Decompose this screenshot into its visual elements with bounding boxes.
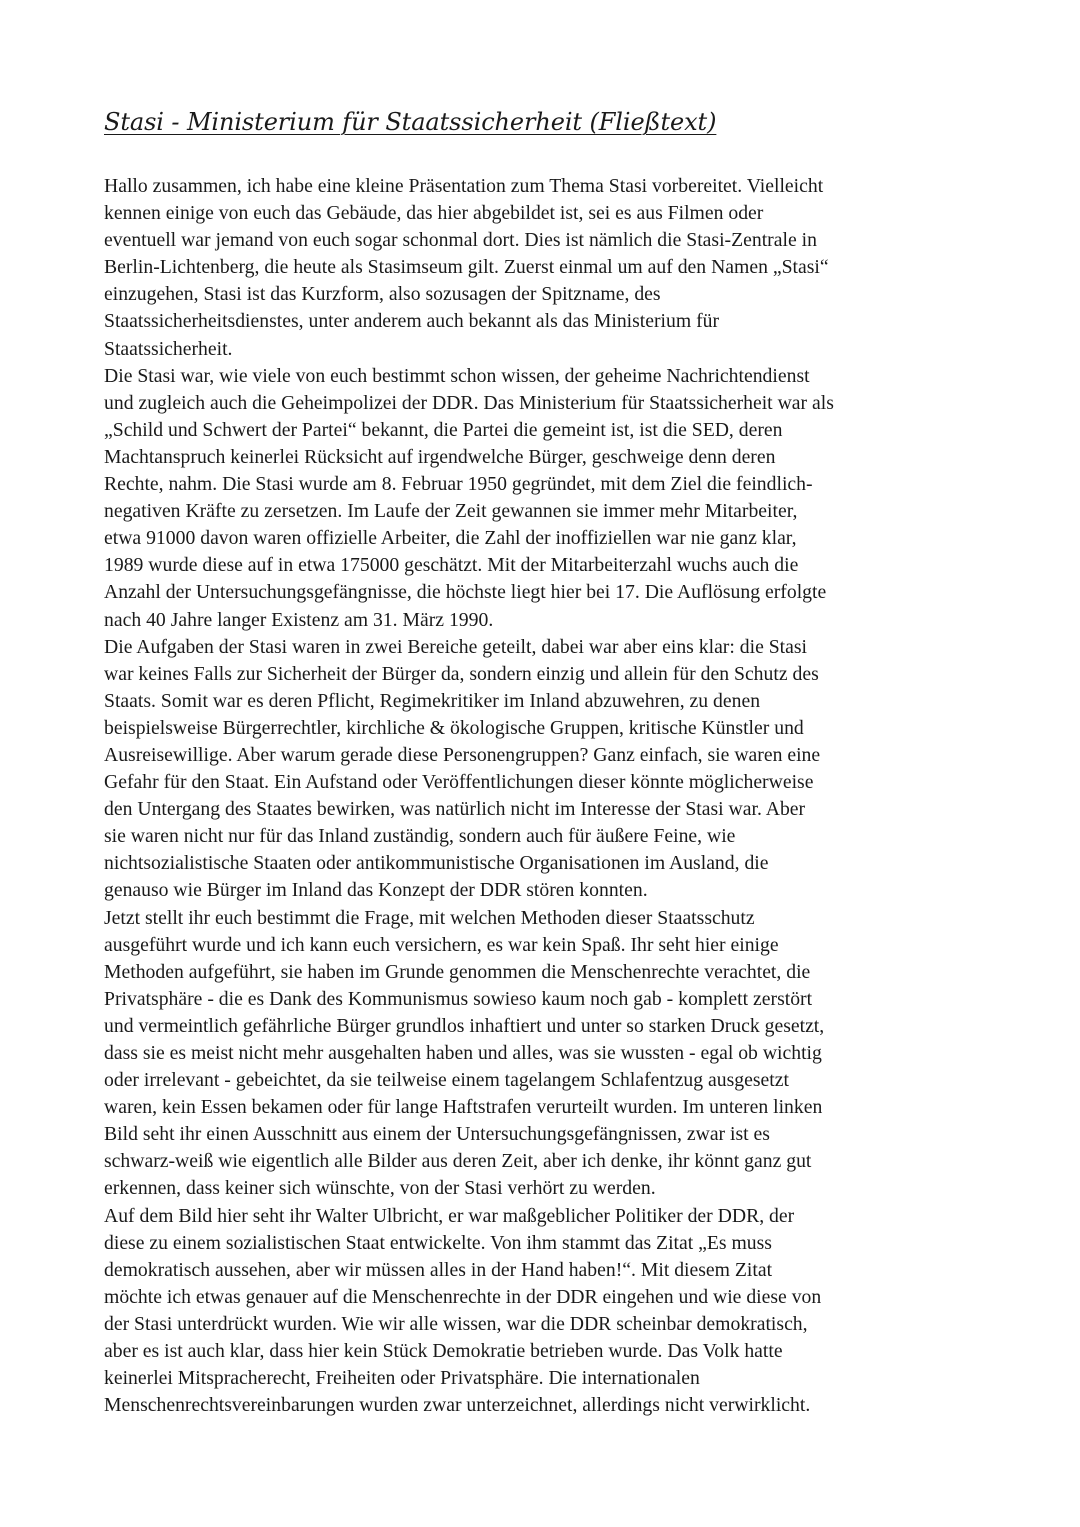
text-line: Die Stasi war, wie viele von euch bestimmt schon wissen, der geheime Nachrichtendienst xyxy=(104,364,810,387)
text-line: Staatssicherheitsdienstes, unter anderem auch bekannt als das Ministerium für xyxy=(104,310,720,333)
text-line: Hallo zusammen, ich habe eine kleine Präsentation zum Thema Stasi vorbereitet. Vielleicht xyxy=(104,175,824,197)
text-line: und zugleich auch die Geheimpolizei der DDR. Das Ministerium für Staatssicherheit war als xyxy=(104,391,834,414)
text-line: dass sie es meist nicht mehr ausgehalten haben und alles, was sie wussten - egal ob wichtig xyxy=(104,1042,822,1064)
text-line: Ausreisewillige. Aber warum gerade diese Personengruppen? Ganz einfach, sie waren eine xyxy=(104,743,821,766)
text-line: Die Aufgaben der Stasi waren in zwei Bereiche geteilt, dabei war aber eins klar: die Stasi xyxy=(104,635,808,658)
text-line: Berlin-Lichtenberg, die heute als Stasimseum gilt. Zuerst einmal um auf den Namen „Stasi“ xyxy=(104,256,829,279)
text-line: Methoden aufgeführt, sie haben im Grunde genommen die Menschenrechte verachtet, die xyxy=(104,960,811,983)
text-line: aber es ist auch klar, dass hier kein Stück Demokratie betrieben wurde. Das Volk hatte xyxy=(104,1340,783,1363)
text-line: möchte ich etwas genauer auf die Menschenrechte in der DDR eingehen und wie diese von xyxy=(104,1285,822,1308)
text-line: Machtanspruch keinerlei Rücksicht auf irgendwelche Bürger, geschweige denn deren xyxy=(104,445,776,468)
text-line: der Stasi unterdrückt wurden. Wie wir alle wissen, war die DDR scheinbar demokratisch, xyxy=(104,1312,808,1335)
text-line: schwarz-weiß wie eigentlich alle Bilder aus deren Zeit, aber ich denke, ihr könnt ganz gut xyxy=(104,1150,812,1173)
text-line: nichtsozialistische Staaten oder antikommunistische Organisationen im Ausland, die xyxy=(104,852,769,875)
text-line: ausgeführt wurde und ich kann euch versichern, es war kein Spaß. Ihr seht hier einige xyxy=(104,933,779,956)
text-line: Menschenrechtsvereinbarungen wurden zwar unterzeichnet, allerdings nicht verwirklicht. xyxy=(104,1394,811,1417)
text-line: Staatssicherheit. xyxy=(104,337,233,360)
text-line: Auf dem Bild hier seht ihr Walter Ulbricht, er war maßgeblicher Politiker der DDR, der xyxy=(104,1204,795,1227)
text-line: beispielsweise Bürgerrechtler, kirchliche & ökologische Gruppen, kritische Künstler und xyxy=(104,716,804,739)
text-line: war keines Falls zur Sicherheit der Bürger da, sondern einzig und allein für den Schutz des xyxy=(104,662,819,685)
text-line: kennen einige von euch das Gebäude, das hier abgebildet ist, sei es aus Filmen oder xyxy=(104,202,764,225)
document-body xyxy=(104,173,984,1419)
text-line: und vermeintlich gefährliche Bürger grundlos inhaftiert und unter so starken Druck gesetzt, xyxy=(104,1014,825,1037)
text-line: waren, kein Essen bekamen oder für lange Haftstrafen verurteilt wurden. Im unteren linken xyxy=(104,1096,823,1119)
text-line: 1989 wurde diese auf in etwa 175000 geschätzt. Mit der Mitarbeiterzahl wuchs auch die xyxy=(104,554,799,577)
document-title: Stasi - Ministerium für Staatssicherheit (Fließtext) xyxy=(104,108,717,136)
text-line: sie waren nicht nur für das Inland zuständig, sondern auch für äußere Feine, wie xyxy=(104,825,736,848)
text-line: demokratisch aussehen, aber wir müssen alles in der Hand haben!“. Mit diesem Zitat xyxy=(104,1258,773,1281)
text-line: einzugehen, Stasi ist das Kurzform, also sozusagen der Spitzname, des xyxy=(104,283,661,306)
text-line: Bild seht ihr einen Ausschnitt aus einem der Untersuchungsgefängnissen, zwar ist es xyxy=(104,1123,770,1146)
text-line: oder irrelevant - gebeichtet, da sie teilweise einem tagelangem Schlafentzug ausgesetzt xyxy=(104,1069,789,1092)
text-line: Rechte, nahm. Die Stasi wurde am 8. Februar 1950 gegründet, mit dem Ziel die feindlich- xyxy=(104,473,813,496)
text-line: negativen Kräfte zu zersetzen. Im Laufe der Zeit gewannen sie immer mehr Mitarbeiter, xyxy=(104,500,798,523)
text-line: Privatsphäre - die es Dank des Kommunismus sowieso kaum noch gab - komplett zerstört xyxy=(104,987,813,1010)
text-line: genauso wie Bürger im Inland das Konzept der DDR stören konnten. xyxy=(104,879,648,902)
text-line: „Schild und Schwert der Partei“ bekannt, die Partei die gemeint ist, ist die SED, deren xyxy=(104,418,783,441)
text-line: Staats. Somit war es deren Pflicht, Regimekritiker im Inland abzuwehren, zu denen xyxy=(104,689,761,712)
text-line: erkennen, dass keiner sich wünschte, von der Stasi verhört zu werden. xyxy=(104,1177,656,1200)
text-line: Anzahl der Untersuchungsgefängnisse, die höchste liegt hier bei 17. Die Auflösung erfolgte xyxy=(104,581,827,604)
text-line: eventuell war jemand von euch sogar schonmal dort. Dies ist nämlich die Stasi-Zentrale in xyxy=(104,229,817,252)
text-line: Jetzt stellt ihr euch bestimmt die Frage, mit welchen Methoden dieser Staatsschutz xyxy=(104,906,755,929)
text-line: diese zu einem sozialistischen Staat entwickelte. Von ihm stammt das Zitat „Es muss xyxy=(104,1231,772,1254)
text-line: Gefahr für den Staat. Ein Aufstand oder Veröffentlichungen dieser könnte möglicherweise xyxy=(104,771,814,794)
text-line: nach 40 Jahre langer Existenz am 31. März 1990. xyxy=(104,608,494,631)
text-line: den Untergang des Staates bewirken, was natürlich nicht im Interesse der Stasi war. Aber xyxy=(104,798,806,821)
text-line: keinerlei Mitspracherecht, Freiheiten oder Privatsphäre. Die internationalen xyxy=(104,1367,700,1390)
text-line: etwa 91000 davon waren offizielle Arbeiter, die Zahl der inoffiziellen war nie ganz klar, xyxy=(104,527,797,550)
